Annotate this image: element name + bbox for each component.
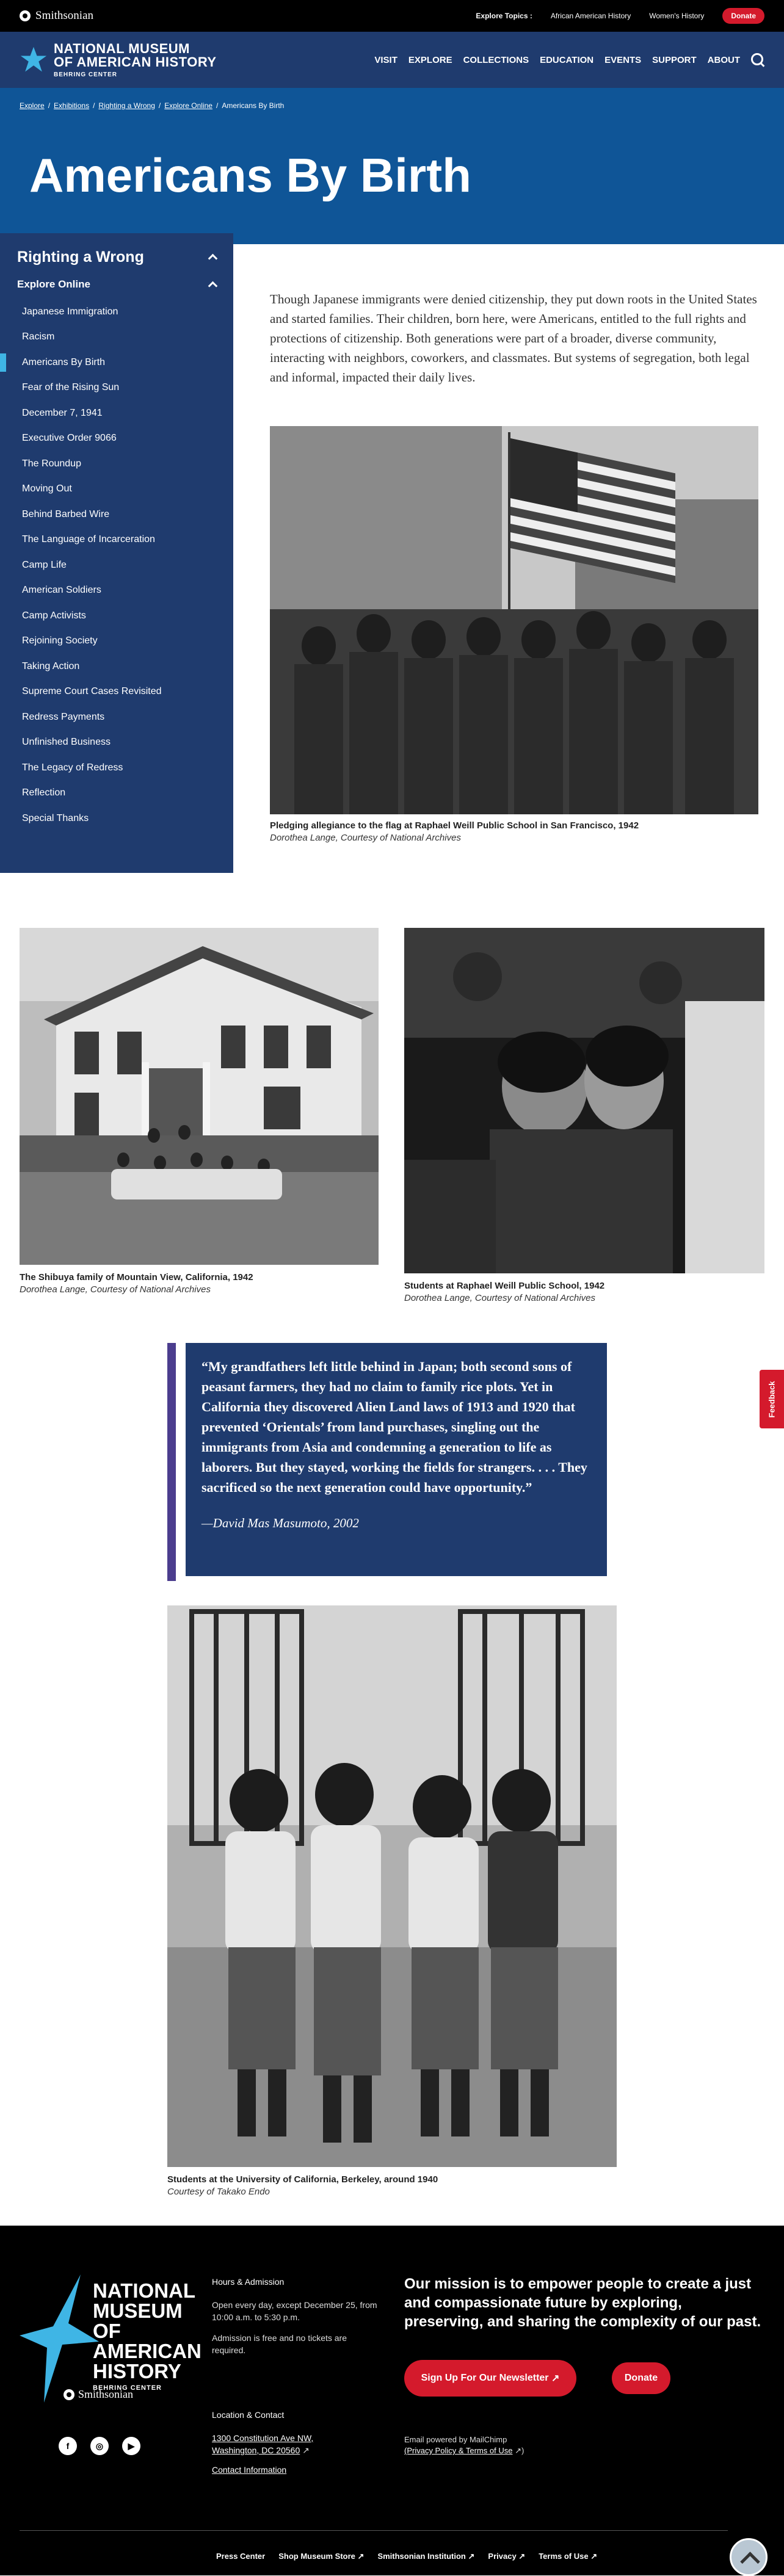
external-link-icon: ↗ — [515, 2446, 521, 2455]
sidebar-item[interactable]: Camp Activists — [22, 610, 86, 621]
location-heading: Location & Contact — [212, 2410, 285, 2420]
search-icon[interactable] — [751, 53, 764, 67]
sidebar-item[interactable]: American Soldiers — [22, 585, 101, 596]
mailchimp-paren: ) — [521, 2446, 524, 2455]
feedback-tab[interactable] — [760, 1370, 784, 1428]
contact-link[interactable]: Contact Information — [212, 2465, 287, 2475]
caption-credit: Dorothea Lange, Courtesy of National Archives — [20, 1284, 211, 1295]
footer-smithsonian-logo[interactable] — [64, 2388, 133, 2401]
quote-accent-bar — [167, 1343, 176, 1581]
sidebar-item[interactable]: Rejoining Society — [22, 635, 98, 646]
sidebar-item[interactable]: Americans By Birth — [0, 350, 233, 375]
external-link-icon: ↗ — [468, 2552, 475, 2561]
brand-sub: BEHRING CENTER — [54, 71, 118, 78]
footer-star-logo-icon — [20, 2274, 99, 2403]
external-link-icon: ↗ — [302, 2445, 310, 2455]
sidebar-item[interactable]: Reflection — [22, 787, 66, 798]
quote-text: “My grandfathers left little behind in Japan; both second sons of peasant farmers, they had no claim to family rice plots. Yet in California they discovered Alien Land laws of 1913 and 1920 that prevented ‘Orientals’ from land purchases, singling out the immigrants from Asia and condemning a generation to life as laborers. But they stayed, working the fields for strangers. . . . They sacrificed so the next generation could have opportunity.” — [201, 1359, 587, 1495]
sidebar-item[interactable]: The Language of Incarceration — [22, 534, 155, 545]
photo-image — [20, 928, 379, 1265]
hours-text: Open every day, except December 25, from 10:00 a.m. to 5:30 p.m. — [212, 2300, 377, 2322]
privacy-terms-link[interactable]: (Privacy Policy & Terms of Use — [404, 2446, 513, 2455]
site-header — [0, 32, 784, 88]
breadcrumb-explore[interactable]: Explore — [20, 101, 45, 110]
hours-heading: Hours & Admission — [212, 2277, 285, 2287]
caption-berkeley-students — [167, 2174, 617, 2197]
instagram-icon[interactable]: ◎ — [90, 2437, 109, 2455]
admission-text: Admission is free and no tickets are required. — [212, 2333, 347, 2355]
footer-link-smithsonian[interactable] — [377, 2552, 474, 2561]
explore-topics-label: Explore Topics : — [476, 12, 532, 20]
breadcrumb-separator: / — [48, 101, 51, 110]
sidebar-item[interactable]: Special Thanks — [22, 812, 89, 823]
top-bar — [0, 0, 784, 32]
caption-credit: Dorothea Lange, Courtesy of National Archives — [404, 1293, 595, 1303]
footer-links — [216, 2552, 597, 2561]
brand-line-2: OF AMERICAN HISTORY — [54, 54, 217, 70]
footer-wordmark-line: AMERICAN — [93, 2340, 201, 2362]
footer-link-label: Privacy — [488, 2552, 517, 2561]
external-link-icon: ↗ — [590, 2552, 598, 2561]
external-link-icon: ↗ — [551, 2373, 560, 2384]
caption-raphael-weill-students — [404, 1281, 764, 1303]
nav-visit[interactable]: VISIT — [374, 54, 397, 65]
footer-wordmark-line: OF — [93, 2320, 121, 2342]
explore-topics — [476, 8, 764, 24]
sidebar-subheading: Explore Online — [17, 278, 90, 290]
footer-wordmark-sub: BEHRING CENTER — [93, 2384, 162, 2392]
smithsonian-sun-icon — [64, 2389, 74, 2400]
newsletter-button[interactable] — [404, 2360, 576, 2397]
footer-link-privacy[interactable] — [488, 2552, 525, 2561]
nav-support[interactable]: SUPPORT — [652, 54, 697, 65]
museum-wordmark — [54, 42, 217, 78]
sidebar-item[interactable]: Moving Out — [22, 483, 72, 494]
photo-berkeley-students — [167, 1605, 617, 2167]
chevron-up-icon — [208, 281, 218, 291]
sidebar-item[interactable]: Supreme Court Cases Revisited — [22, 686, 162, 697]
sidebar-list — [0, 299, 233, 831]
quote-attribution: —David Mas Masumoto, 2002 — [201, 1516, 359, 1530]
footer-wordmark-line: HISTORY — [93, 2360, 181, 2382]
footer-link-terms[interactable] — [539, 2552, 597, 2561]
breadcrumb-separator: / — [158, 101, 161, 110]
site-footer — [0, 2226, 784, 2575]
nav-collections[interactable]: COLLECTIONS — [463, 54, 529, 65]
footer-wordmark — [93, 2281, 201, 2361]
nav-events[interactable]: EVENTS — [604, 54, 642, 65]
breadcrumb-exhibitions[interactable]: Exhibitions — [54, 101, 90, 110]
sidebar-item[interactable]: Japanese Immigration — [22, 306, 118, 317]
footer-link-press-center[interactable]: Press Center — [216, 2552, 266, 2561]
nav-education[interactable]: EDUCATION — [540, 54, 594, 65]
sidebar-item[interactable]: The Legacy of Redress — [22, 762, 123, 773]
breadcrumb-explore-online[interactable]: Explore Online — [164, 101, 212, 110]
main-nav — [374, 53, 764, 67]
breadcrumb-righting-a-wrong[interactable]: Righting a Wrong — [98, 101, 155, 110]
smithsonian-sun-icon — [20, 10, 31, 21]
topic-link-womens-history[interactable]: Women's History — [649, 12, 705, 20]
nav-explore[interactable]: EXPLORE — [408, 54, 452, 65]
sidebar-item[interactable]: Camp Life — [22, 559, 67, 570]
smithsonian-logo[interactable] — [20, 9, 93, 23]
photo-image — [404, 928, 764, 1273]
museum-logo[interactable] — [20, 42, 217, 78]
breadcrumb-current: Americans By Birth — [222, 101, 285, 110]
caption-credit: Courtesy of Takako Endo — [167, 2187, 270, 2197]
feedback-label: Feedback — [767, 1381, 777, 1417]
breadcrumb-separator: / — [216, 101, 219, 110]
footer-link-label: Smithsonian Institution — [377, 2552, 466, 2561]
footer-location — [212, 2409, 383, 2476]
back-to-top-button[interactable] — [730, 2538, 768, 2576]
sidebar-item[interactable]: Taking Action — [22, 660, 80, 671]
photo-raphael-weill-students — [404, 928, 764, 1273]
page-title: Americans By Birth — [29, 148, 471, 202]
footer-wordmark-line: NATIONAL — [93, 2279, 196, 2302]
sidebar-heading: Righting a Wrong — [17, 248, 144, 266]
nav-about[interactable]: ABOUT — [707, 54, 740, 65]
caption-title: The Shibuya family of Mountain View, California, 1942 — [20, 1272, 253, 1283]
masumoto-quote — [186, 1343, 607, 1576]
newsletter-button-label: Sign Up For Our Newsletter — [421, 2373, 549, 2383]
sidebar-item[interactable]: The Roundup — [22, 458, 81, 469]
sidebar-item[interactable]: Executive Order 9066 — [22, 433, 117, 444]
sidebar-item[interactable]: Racism — [22, 331, 55, 342]
footer-link-label: Terms of Use — [539, 2552, 589, 2561]
address-link[interactable]: Washington, DC 20560 — [212, 2445, 300, 2455]
footer-smithsonian-name: Smithsonian — [78, 2388, 134, 2400]
caption-pledging-allegiance — [270, 820, 758, 843]
footer-museum-logo[interactable] — [20, 2274, 201, 2397]
brand-line-1: NATIONAL MUSEUM — [54, 40, 191, 56]
intro-paragraph: Though Japanese immigrants were denied citizenship, they put down roots in the United States and started families. Their children, born here, were Americans, entitled to the full rights and protections of citizenship. Both generations were part of a broader, diverse community, interacting with neighbors, coworkers, and classmates. But systems of segregation, both legal and informal, impacted their daily lives. — [270, 292, 757, 385]
star-logo-icon — [20, 46, 48, 74]
top-donate-button[interactable]: Donate — [722, 8, 764, 24]
mission-statement: Our mission is to empower people to create a just and compassionate future by exploring, preserving, and sharing the complexity of our past. — [404, 2276, 761, 2330]
photo-shibuya-family — [20, 928, 379, 1265]
sidebar-heading-toggle[interactable] — [0, 247, 233, 267]
caption-shibuya-family — [20, 1272, 379, 1295]
caption-title: Students at the University of California, Berkeley, around 1940 — [167, 2174, 438, 2185]
sidebar-item[interactable]: December 7, 1941 — [22, 407, 103, 418]
topic-link-african-american-history[interactable]: African American History — [550, 12, 631, 20]
sidebar-item[interactable]: Redress Payments — [22, 711, 105, 722]
caption-credit: Dorothea Lange, Courtesy of National Archives — [270, 833, 461, 843]
exhibition-sidebar — [0, 233, 233, 873]
footer-link-shop[interactable] — [278, 2552, 364, 2561]
external-link-icon: ↗ — [518, 2552, 526, 2561]
footer-link-label: Shop Museum Store — [278, 2552, 355, 2561]
smithsonian-brand: Smithsonian — [35, 9, 94, 22]
breadcrumb — [20, 101, 284, 110]
sidebar-item[interactable]: Fear of the Rising Sun — [22, 382, 120, 393]
breadcrumb-separator: / — [93, 101, 95, 110]
sidebar-item[interactable]: Behind Barbed Wire — [22, 508, 110, 519]
photo-image — [270, 426, 758, 814]
footer-wordmark-line: MUSEUM — [93, 2299, 183, 2322]
social-links — [59, 2437, 140, 2455]
external-link-icon: ↗ — [357, 2552, 365, 2561]
mailchimp-notice — [404, 2434, 524, 2456]
mailchimp-text: Email powered by MailChimp — [404, 2435, 507, 2444]
youtube-icon[interactable]: ▶ — [122, 2437, 140, 2455]
chevron-up-icon — [208, 254, 218, 264]
caption-title: Students at Raphael Weill Public School, 1942 — [404, 1281, 605, 1291]
photo-pledging-allegiance — [270, 426, 758, 814]
footer-divider — [20, 2530, 728, 2531]
facebook-icon[interactable]: f — [59, 2437, 77, 2455]
sidebar-item[interactable]: Unfinished Business — [22, 737, 111, 748]
photo-image — [167, 1605, 617, 2167]
footer-donate-button[interactable]: Donate — [612, 2362, 670, 2394]
hero-banner — [0, 88, 784, 244]
address-link[interactable]: 1300 Constitution Ave NW, — [212, 2433, 314, 2443]
caption-title: Pledging allegiance to the flag at Raphael Weill Public School in San Francisco, 1942 — [270, 820, 639, 831]
footer-hours — [212, 2276, 383, 2356]
sidebar-subheading-toggle[interactable] — [0, 277, 233, 292]
